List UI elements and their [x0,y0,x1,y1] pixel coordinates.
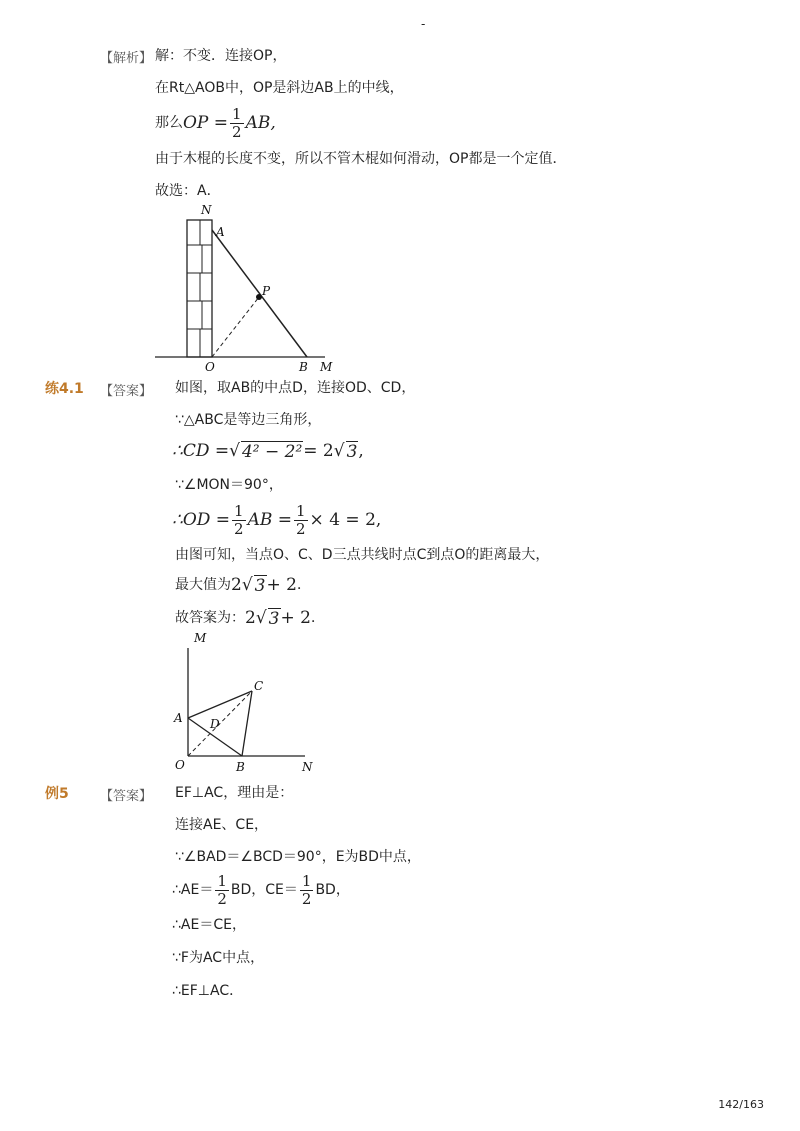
stick-ab [212,230,307,357]
analysis-tag: 【解析】 [100,51,153,66]
label-p: P [262,284,271,298]
cd-prefix: ∴CD = [172,441,230,461]
label-a: A [174,711,183,725]
cd-radicand: 4² − 2² [241,441,303,462]
od-prefix: ∴OD = [172,510,231,530]
s2-od-formula [172,500,381,540]
s1-line-4: 由于木棍的长度不变，所以不管木棍如何滑动，OP都是一个定值． [155,151,567,167]
label-c: C [254,679,264,693]
ae-end: BD， [315,882,350,898]
label-o: O [175,758,185,772]
triangle-figure [170,628,330,778]
answer-end: ． [310,610,325,626]
fraction-numerator: 1 [301,871,312,890]
sliding-stick-figure [150,200,350,375]
od-mid: AB = [247,510,292,530]
s2-line-4: ∵∠MON＝90°， [175,477,283,493]
s2-line-1: 如图，取AB的中点D，连接OD、CD， [175,380,416,396]
example-label: 例5 [45,786,69,802]
practice-label: 练4.1 [45,381,84,397]
s3-line-3: ∵∠BAD＝∠BCD＝90°，E为BD中点， [175,849,421,865]
answer-prefix: 故答案为： [175,610,245,626]
max-plus: + 2 [266,575,297,595]
label-n: N [201,203,212,217]
label-b: B [299,360,308,374]
s1-line-5: 故选：A． [155,183,221,199]
fraction-numerator: 1 [217,871,227,890]
answer-tag: 【答案】 [100,789,153,804]
ae-prefix: ∴AE＝ [172,882,214,898]
s3-ae-ce-line [172,870,350,910]
label-m: M [320,360,333,374]
s2-line-6: 由图可知，当点O、C、D三点共线时点C到点O的距离最大， [175,547,550,563]
segment-bc [242,691,252,756]
header-mark: - [421,17,426,31]
od-end: × 4 = 2, [309,510,382,530]
s1-line-2: 在Rt△AOB中，OP是斜边AB上的中线， [155,80,404,96]
fraction-denominator: 2 [301,889,312,908]
segment-oc [188,691,252,756]
fraction-numerator: 1 [234,501,244,520]
ce-half-fraction [300,873,314,908]
od-half-fraction-2 [294,503,308,538]
answer-tag: 【答案】 [100,384,153,399]
fraction-denominator: 2 [296,519,306,538]
s1-line-1: 解：不变．连接OP， [155,48,287,64]
s3-line-2: 连接AE、CE， [175,817,269,833]
od-half-fraction [232,503,246,538]
max-end: ． [296,577,311,593]
s3-line-1: EF⊥AC，理由是： [175,785,294,801]
s1-formula-line [155,103,276,143]
s2-line-2: ∵△ABC是等边三角形， [175,412,322,428]
max-coef: 2 [231,575,242,595]
fraction-denominator: 2 [232,122,242,141]
s2-cd-formula: ∴CD = √ 4² − 2² = 2 √ 3 , [172,441,364,462]
s3-line-6: ∵F为AC中点， [172,950,265,966]
fraction-numerator: 1 [232,104,242,123]
answer-root: 3 [268,608,280,629]
max-root: 3 [254,575,266,596]
max-prefix: 最大值为 [175,577,231,593]
label-o: O [205,360,215,374]
fraction-denominator: 2 [217,889,227,908]
ae-mid: BD，CE＝ [230,882,298,898]
s3-line-5: ∴AE＝CE， [172,917,246,933]
s1-formula-prefix: 那么 [155,115,183,131]
segment-op [212,297,259,357]
label-m: M [194,631,207,645]
s2-answer-line: 故答案为： 2 √ 3 + 2 ． [175,608,325,629]
label-d: D [210,717,220,731]
page-number: 142/163 [718,1098,764,1111]
answer-coef: 2 [245,608,256,628]
segment-ac [188,691,252,718]
cd-root: 3 [346,441,358,462]
ae-half-fraction [215,873,229,908]
label-n: N [302,760,313,774]
answer-plus: + 2 [280,608,311,628]
s1-half-fraction [230,106,244,141]
fraction-denominator: 2 [234,519,244,538]
s1-formula-lhs: OP = [183,113,229,133]
label-b: B [236,760,245,774]
cd-result: = 2 [303,441,334,461]
fraction-numerator: 1 [296,501,306,520]
s2-max-line: 最大值为 2 √ 3 + 2 ． [175,575,311,596]
cd-end: , [358,441,364,461]
s1-formula-rhs: AB, [245,113,276,133]
label-a: A [216,225,225,239]
s3-line-7: ∴EF⊥AC． [172,983,244,999]
